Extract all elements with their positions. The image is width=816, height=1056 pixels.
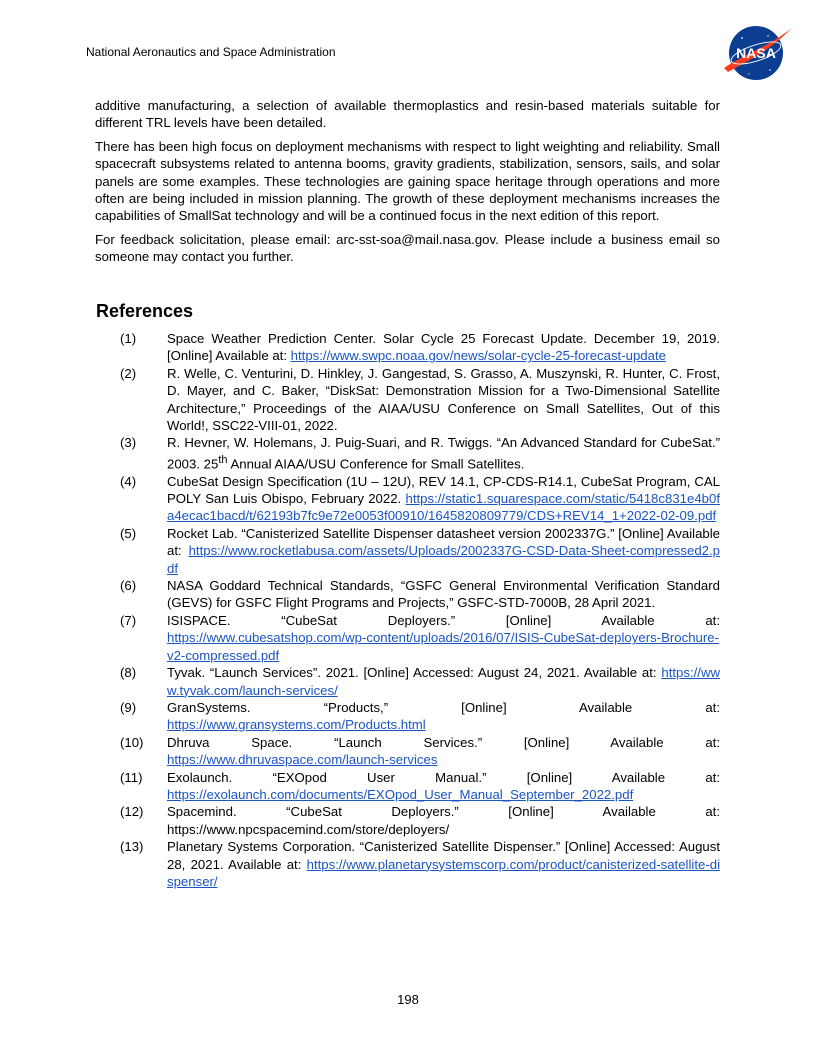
reference-number: (13) <box>120 839 144 855</box>
reference-link[interactable]: https://exolaunch.com/documents/EXOpod_User_Manual_September_2022.pdf <box>167 786 634 802</box>
references-heading: References <box>96 301 194 321</box>
nasa-logo <box>722 22 794 84</box>
body-paragraph: additive manufacturing, a selection of available thermoplastics and resin-based materials suitable for different TRL levels have been detailed. <box>95 98 720 131</box>
reference-link[interactable]: https://www.dhruvaspace.com/launch-services <box>167 752 438 768</box>
reference-link[interactable]: https://www.rocketlabusa.com/assets/Uploads/2002337G-CSD-Data-Sheet-compressed2.pdf <box>167 543 720 576</box>
reference-text: R. Hevner, W. Holemans, J. Puig-Suari, and R. Twiggs. “An Advanced Standard for CubeSat.” 2003. 25th Annual AIAA/USU Conference for Small Satellites. <box>167 435 720 472</box>
reference-item <box>120 699 720 734</box>
reference-link[interactable]: https://www.tyvak.com/launch-services/ <box>167 665 720 698</box>
reference-item <box>120 734 720 769</box>
reference-number: (1) <box>120 331 137 346</box>
reference-text: ISISPACE. “CubeSat Deployers.” [Online] Available at: https://www.cubesatshop.com/wp-content/uploads/2016/07/ISIS-CubeSat-deployers-Brochure-v2-compressed.pdf <box>167 612 720 663</box>
reference-text: R. Welle, C. Venturini, D. Hinkley, J. Gangestad, S. Grasso, A. Muszynski, R. Hunter, C. Frost, D. Mayer, and C. Baker, “DiskSat: Demonstration Mission for a Two-Dimensional Satellite Architecture,” Proceedings of the AIAA/USU Conference on Small Satellites, Out of this World!, SSC22-VIII-01, 2022. <box>167 365 720 434</box>
reference-text: Space Weather Prediction Center. Solar Cycle 25 Forecast Update. December 19, 2019. [Online] Available at: https://www.swpc.noaa.gov/news/solar-cycle-25-forecast-update <box>167 331 720 364</box>
reference-text: Tyvak. “Launch Services”. 2021. [Online] Accessed: August 24, 2021. Available at: https://www.tyvak.com/launch-services/ <box>167 665 720 698</box>
page-number: 198 <box>397 992 419 1007</box>
reference-number: (4) <box>120 473 137 489</box>
reference-number: (11) <box>120 769 143 785</box>
reference-link[interactable]: https://www.cubesatshop.com/wp-content/uploads/2016/07/ISIS-CubeSat-deployers-Brochure-v2-compressed.pdf <box>167 630 719 663</box>
reference-link[interactable]: https://static1.squarespace.com/static/5418c831e4b0fa4ecac1bacd/t/62193b7fc9e72e0053f00910/1645820809779/CDS+REV14_1+2022-02-09.pdf <box>167 491 720 524</box>
reference-text: Exolaunch. “EXOpod User Manual.” [Online] Available at: https://exolaunch.com/documents/EXOpod_User_Manual_September_2022.pdf <box>167 769 720 802</box>
superscript: th <box>218 453 228 466</box>
reference-item <box>120 838 720 890</box>
reference-number: (7) <box>120 612 137 628</box>
reference-text: Planetary Systems Corporation. “Canisterized Satellite Dispenser.” [Online] Accessed: August 28, 2021. Available at: https://www.planetarysystemscorp.com/product/canisterized-satellite-dispenser/ <box>167 839 720 889</box>
reference-text: Rocket Lab. “Canisterized Satellite Dispenser datasheet version 2002337G.” [Online] Available at: https://www.rocketlabusa.com/assets/Uploads/2002337G-CSD-Data-Sheet-compressed2.pdf <box>167 525 720 576</box>
reference-number: (6) <box>120 578 137 594</box>
reference-text: Spacemind. “CubeSat Deployers.” [Online] Available at: https://www.npcspacemind.com/store/deployers/ <box>167 804 720 837</box>
reference-number: (8) <box>120 665 137 681</box>
reference-item <box>120 330 720 365</box>
reference-number: (2) <box>120 365 137 381</box>
reference-text: CubeSat Design Specification (1U – 12U), REV 14.1, CP-CDS-R14.1, CubeSat Program, CAL POLY San Luis Obispo, February 2022. https://static1.squarespace.com/static/5418c831e4b0fa4ecac1bacd/t/62193b7fc9e72e0053f00910/1645820809779/CDS+REV14_1+2022-02-09.pdf <box>167 473 720 524</box>
reference-item <box>120 664 720 699</box>
reference-item <box>120 612 720 664</box>
reference-item <box>120 473 720 525</box>
reference-text: GranSystems. “Products,” [Online] Available at: https://www.gransystems.com/Products.html <box>167 699 720 733</box>
reference-link[interactable]: https://www.swpc.noaa.gov/news/solar-cycle-25-forecast-update <box>290 348 666 364</box>
reference-number: (12) <box>120 804 144 820</box>
reference-number: (5) <box>120 525 137 541</box>
body-paragraph: For feedback solicitation, please email: arc-sst-soa@mail.nasa.gov. Please include a business email so someone may contact you further. <box>95 231 720 265</box>
reference-text: NASA Goddard Technical Standards, “GSFC General Environmental Verification Standard (GEVS) for GSFC Flight Programs and Projects,” GSFC-STD-7000B, 28 April 2021. <box>167 578 720 611</box>
reference-item <box>120 577 720 612</box>
reference-link[interactable]: https://www.planetarysystemscorp.com/product/canisterized-satellite-dispenser/ <box>167 856 720 889</box>
reference-link[interactable]: https://www.gransystems.com/Products.html <box>167 717 426 733</box>
reference-item <box>120 769 720 804</box>
reference-number: (3) <box>120 435 137 451</box>
reference-item <box>120 434 720 472</box>
body-paragraph: There has been high focus on deployment mechanisms with respect to light weighting and reliability. Small spacecraft subsystems related to antenna booms, gravity gradients, stabilization, sensors, sails, and solar panels are some examples. These technologies are gaining space heritage through operations and more often are being included in mission planning. The growth of these deployment mechanisms increases the capabilities of SmallSat technology and will be a continued focus in the next edition of this report. <box>95 138 720 224</box>
reference-item <box>120 365 720 435</box>
reference-item <box>120 525 720 577</box>
references-list <box>120 330 720 890</box>
reference-item <box>120 803 720 838</box>
header-organization: National Aeronautics and Space Administration <box>86 45 336 59</box>
nasa-logo-text: NASA <box>736 45 776 61</box>
reference-text: Dhruva Space. “Launch Services.” [Online] Available at: https://www.dhruvaspace.com/launch-services <box>167 734 720 768</box>
body-text <box>95 97 720 272</box>
reference-number: (10) <box>120 734 144 750</box>
reference-number: (9) <box>120 699 137 715</box>
